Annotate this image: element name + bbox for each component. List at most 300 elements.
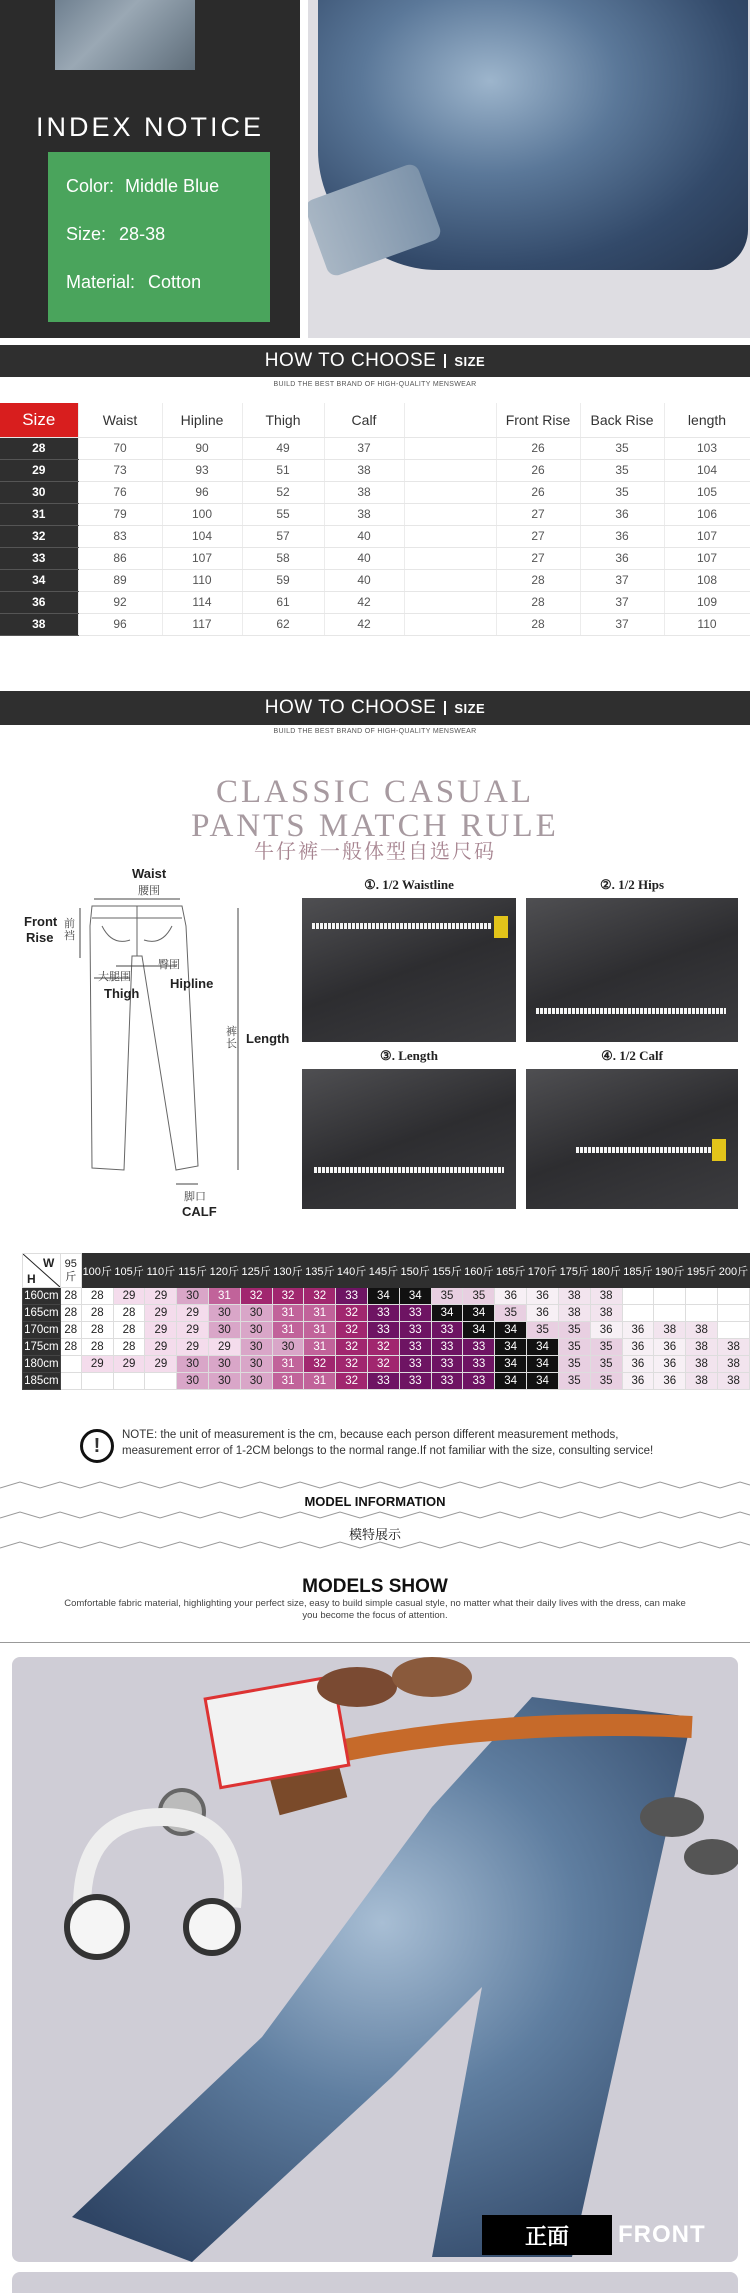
measurement-cell: 38 (324, 459, 404, 481)
hw-size-cell: 33 (431, 1373, 463, 1390)
hw-row (23, 1356, 750, 1373)
measurement-cell: 37 (580, 613, 664, 635)
classic-subtitle-cn: 牛仔裤一般体型自选尺码 (254, 841, 496, 863)
diagram-thigh-label: Thigh (104, 986, 140, 1001)
measurement-cell: 96 (162, 481, 242, 503)
hw-row (23, 1322, 750, 1339)
measurement-cell: 42 (324, 591, 404, 613)
hw-size-cell: 33 (431, 1339, 463, 1356)
hw-size-cell: 38 (590, 1305, 622, 1322)
tape-clip (712, 1139, 726, 1161)
measurement-cell (404, 591, 496, 613)
hw-size-cell: 34 (463, 1305, 495, 1322)
hw-weight-header: 130斤 (272, 1254, 304, 1288)
hw-size-cell: 33 (336, 1288, 368, 1305)
hw-size-cell: 30 (240, 1356, 272, 1373)
measurement-cell: 93 (162, 459, 242, 481)
size-cell: 34 (0, 569, 78, 591)
hw-size-cell: 32 (336, 1305, 368, 1322)
measurement-cell: 92 (78, 591, 162, 613)
measurement-cell: 36 (580, 503, 664, 525)
hw-size-cell: 38 (654, 1322, 686, 1339)
hw-size-cell: 30 (208, 1322, 240, 1339)
hw-size-cell: 35 (558, 1356, 590, 1373)
hw-weight-header: 150斤 (399, 1254, 431, 1288)
hw-size-cell: 31 (272, 1356, 304, 1373)
col-header-length: length (664, 403, 750, 437)
hw-row (23, 1305, 750, 1322)
hw-weight-header: 185斤 (622, 1254, 654, 1288)
measurement-cell: 58 (242, 547, 324, 569)
hw-weight-header: 175斤 (558, 1254, 590, 1288)
hw-weight-header: 180斤 (590, 1254, 622, 1288)
hw-weight-header: 125斤 (240, 1254, 272, 1288)
hw-weight-header: 190斤 (654, 1254, 686, 1288)
how-to-choose-title: HOW TO CHOOSE (264, 350, 437, 371)
hw-weight-95 (60, 1254, 81, 1288)
hw-size-cell: 28 (81, 1288, 113, 1305)
hw-row (23, 1373, 750, 1390)
hw-weight-header: 140斤 (336, 1254, 368, 1288)
hw-size-cell: 29 (177, 1305, 209, 1322)
hw-size-cell: 34 (463, 1322, 495, 1339)
measurement-cell: 40 (324, 525, 404, 547)
size-table-row (0, 481, 750, 503)
hw-size-cell: 31 (208, 1288, 240, 1305)
col-header-blank (404, 403, 496, 437)
size-table-row (0, 437, 750, 459)
measurement-cell: 70 (78, 437, 162, 459)
hw-size-cell: 33 (399, 1356, 431, 1373)
hw-size-cell: 29 (145, 1339, 177, 1356)
how-to-choose-subtitle: BUILD THE BEST BRAND OF HIGH-QUALITY MENSWEAR (273, 381, 477, 388)
measurement-cell: 114 (162, 591, 242, 613)
hw-weight-header: 135斤 (304, 1254, 336, 1288)
hw-size-cell: 38 (558, 1305, 590, 1322)
hw-size-cell: 35 (463, 1288, 495, 1305)
hw-size-cell: 30 (240, 1305, 272, 1322)
measurement-cell: 79 (78, 503, 162, 525)
measurement-cell (404, 437, 496, 459)
hw-size-cell: 34 (495, 1356, 527, 1373)
hw-size-cell: 32 (368, 1339, 400, 1356)
section-divider (0, 1642, 750, 1643)
measurement-cell: 35 (580, 481, 664, 503)
measurement-cell: 42 (324, 613, 404, 635)
diagram-length-label: Length (246, 1031, 290, 1046)
tape-measure (314, 1167, 504, 1173)
hw-height-label: 170cm (23, 1322, 61, 1339)
hw-size-cell: 35 (558, 1339, 590, 1356)
hw-size-cell: 36 (495, 1288, 527, 1305)
hw-size-cell: 32 (336, 1339, 368, 1356)
hw-size-cell: 32 (304, 1356, 336, 1373)
size-value: 28-38 (119, 224, 166, 244)
hw-size-cell: 33 (368, 1305, 400, 1322)
hw-size-cell: 32 (304, 1288, 336, 1305)
hw-size-cell: 31 (272, 1322, 304, 1339)
measurement-cell: 83 (78, 525, 162, 547)
material-value: Cotton (148, 272, 202, 292)
hw-corner (23, 1254, 61, 1288)
hw-size-cell: 34 (368, 1288, 400, 1305)
hw-size-cell: 28 (60, 1322, 81, 1339)
size-cell: 30 (0, 481, 78, 503)
hw-size-cell: 34 (431, 1305, 463, 1322)
measurement-cell (404, 459, 496, 481)
measurement-cell: 104 (664, 459, 750, 481)
hw-size-cell: 31 (272, 1305, 304, 1322)
hw-weight-header: 110斤 (145, 1254, 177, 1288)
hw-size-cell: 28 (60, 1339, 81, 1356)
models-show-description: Comfortable fabric material, highlighting your perfect size, easy to build simple casual style, no matter what their daily lives with the dress, can make you become the focus of attention. (64, 1598, 686, 1621)
hw-header-row (23, 1254, 750, 1288)
size-table-row (0, 547, 750, 569)
hw-size-cell (717, 1305, 749, 1322)
hw-size-cell: 29 (145, 1356, 177, 1373)
hw-size-cell (622, 1288, 654, 1305)
hw-size-cell: 38 (686, 1373, 718, 1390)
hw-size-cell (686, 1305, 718, 1322)
size-cell: 32 (0, 525, 78, 547)
col-header-thigh: Thigh (242, 403, 324, 437)
hw-height-label: 180cm (23, 1356, 61, 1373)
size-cell: 28 (0, 437, 78, 459)
hw-size-cell: 33 (399, 1339, 431, 1356)
measurement-cell: 62 (242, 613, 324, 635)
measurement-cell (404, 569, 496, 591)
hw-size-cell: 29 (177, 1322, 209, 1339)
measurement-cell: 28 (496, 569, 580, 591)
classic-title-line2: PANTS MATCH RULE (191, 808, 559, 844)
hw-size-cell: 36 (527, 1288, 559, 1305)
hw-size-cell: 36 (622, 1339, 654, 1356)
measurement-cell: 35 (580, 437, 664, 459)
hw-row (23, 1339, 750, 1356)
hw-size-cell: 32 (336, 1356, 368, 1373)
measurement-cell: 27 (496, 525, 580, 547)
hw-weight-header: 195斤 (686, 1254, 718, 1288)
how-to-choose-bar-2 (0, 691, 750, 725)
corner-h: H (27, 1272, 36, 1286)
hw-size-cell: 29 (113, 1356, 145, 1373)
hw-weight-header: 145斤 (368, 1254, 400, 1288)
weight-95-unit: 斤 (65, 1270, 77, 1283)
hw-size-cell: 34 (527, 1373, 559, 1390)
color-row (66, 176, 219, 197)
measurement-cell: 40 (324, 547, 404, 569)
hw-size-cell: 35 (558, 1322, 590, 1339)
how-to-choose-subtitle-2: BUILD THE BEST BRAND OF HIGH-QUALITY MENSWEAR (273, 728, 477, 735)
hw-size-cell: 29 (145, 1288, 177, 1305)
fabric-thumbnail (55, 0, 195, 70)
model-information-cn: 模特展示 (348, 1527, 401, 1542)
hw-size-cell (113, 1373, 145, 1390)
hw-size-cell (145, 1373, 177, 1390)
measurement-cell: 27 (496, 503, 580, 525)
hw-size-cell: 30 (272, 1339, 304, 1356)
measurement-cell: 96 (78, 613, 162, 635)
measurement-cell: 106 (664, 503, 750, 525)
measurement-cell: 49 (242, 437, 324, 459)
hw-size-cell: 31 (304, 1373, 336, 1390)
diagram-length-cn: 裤长 (226, 1026, 237, 1050)
measurement-cell (404, 547, 496, 569)
measurement-cell: 73 (78, 459, 162, 481)
hw-size-cell: 30 (240, 1339, 272, 1356)
measurement-note: NOTE: the unit of measurement is the cm, because each person different measurement methods, measurement error of 1-2CM belongs to the normal range.If not familiar with the size, consulting service! (122, 1429, 654, 1457)
pants-diagram (20, 866, 300, 1226)
measurement-cell: 61 (242, 591, 324, 613)
photo-waistline (302, 898, 516, 1042)
measurement-cell: 105 (664, 481, 750, 503)
hw-weight-header: 100斤 (81, 1254, 113, 1288)
hw-size-cell: 31 (304, 1322, 336, 1339)
measurement-cell: 109 (664, 591, 750, 613)
hw-size-cell: 30 (177, 1373, 209, 1390)
classic-casual-title (0, 775, 750, 843)
hw-size-cell: 30 (240, 1322, 272, 1339)
measurement-cell: 26 (496, 459, 580, 481)
hw-size-cell: 30 (177, 1356, 209, 1373)
hw-size-cell: 33 (399, 1322, 431, 1339)
col-header-hipline: Hipline (162, 403, 242, 437)
hw-size-cell: 38 (686, 1339, 718, 1356)
measurement-cell: 38 (324, 503, 404, 525)
model-flatlay-photo (12, 1657, 738, 2262)
measurement-cell: 110 (162, 569, 242, 591)
jeans-top-photo (308, 0, 750, 338)
hw-size-cell: 35 (590, 1356, 622, 1373)
how-to-choose-bar (0, 345, 750, 377)
bar-separator (444, 354, 446, 368)
size-cell: 31 (0, 503, 78, 525)
measurement-cell: 107 (664, 525, 750, 547)
measurement-cell: 26 (496, 437, 580, 459)
hw-size-cell: 33 (368, 1373, 400, 1390)
hw-size-cell: 36 (590, 1322, 622, 1339)
pants-outline-svg (20, 866, 300, 1226)
hw-size-cell: 36 (527, 1305, 559, 1322)
measurement-cell: 89 (78, 569, 162, 591)
hw-size-cell: 38 (717, 1373, 749, 1390)
hw-size-cell (60, 1356, 81, 1373)
hw-weight-header: 200斤 (717, 1254, 749, 1288)
weight-95: 95 (64, 1257, 77, 1270)
diagram-thigh-cn: 大腿围 (98, 971, 131, 983)
hw-height-label: 160cm (23, 1288, 61, 1305)
tape-measure (576, 1147, 716, 1153)
hw-size-cell (81, 1373, 113, 1390)
measurement-cell: 38 (324, 481, 404, 503)
front-tag-en: FRONT (618, 2221, 706, 2248)
size-table-row (0, 525, 750, 547)
hw-size-cell: 28 (60, 1288, 81, 1305)
diagram-hipline-label: Hipline (170, 976, 214, 991)
hw-size-cell: 34 (527, 1339, 559, 1356)
size-cell: 33 (0, 547, 78, 569)
measurement-cell: 28 (496, 591, 580, 613)
hw-weight-header: 105斤 (113, 1254, 145, 1288)
measurement-cell: 104 (162, 525, 242, 547)
hw-weight-header: 115斤 (177, 1254, 209, 1288)
hw-size-cell: 34 (399, 1288, 431, 1305)
hw-size-cell: 33 (431, 1356, 463, 1373)
hw-size-cell: 31 (304, 1305, 336, 1322)
hw-size-cell (654, 1305, 686, 1322)
size-table-row (0, 569, 750, 591)
hw-size-cell: 33 (431, 1322, 463, 1339)
model-information-title: MODEL INFORMATION (304, 1494, 446, 1509)
measurement-cell: 36 (580, 547, 664, 569)
hw-size-cell: 38 (686, 1356, 718, 1373)
measurement-cell: 59 (242, 569, 324, 591)
how-to-choose-title-2: HOW TO CHOOSE (264, 697, 437, 718)
wave-divider-bottom (0, 1538, 750, 1558)
diagram-calf-label: CALF (182, 1204, 217, 1219)
hw-weight-header: 155斤 (431, 1254, 463, 1288)
measurement-cell: 108 (664, 569, 750, 591)
hw-size-cell: 33 (463, 1373, 495, 1390)
tape-measure (312, 923, 492, 929)
hw-size-cell (654, 1288, 686, 1305)
hw-size-cell: 36 (654, 1373, 686, 1390)
diagram-waist-cn: 腰围 (138, 885, 160, 897)
hw-size-cell: 35 (558, 1373, 590, 1390)
hw-weight-header: 165斤 (495, 1254, 527, 1288)
tape-clip (494, 916, 508, 938)
color-value: Middle Blue (125, 176, 220, 196)
diagram-calf-cn: 脚口 (184, 1191, 206, 1203)
hw-height-label: 175cm (23, 1339, 61, 1356)
material-label: Material: (66, 272, 136, 292)
size-tag: SIZE (454, 354, 486, 369)
hw-size-cell: 32 (240, 1288, 272, 1305)
hw-row (23, 1288, 750, 1305)
size-table (0, 403, 750, 636)
size-row (66, 224, 165, 245)
hw-size-cell: 31 (304, 1339, 336, 1356)
hw-size-cell: 34 (495, 1373, 527, 1390)
hw-height-label: 165cm (23, 1305, 61, 1322)
measurement-cell (404, 481, 496, 503)
tape-measure (536, 1008, 726, 1014)
bar-separator-2 (444, 701, 446, 715)
hw-size-cell: 38 (717, 1339, 749, 1356)
hw-size-cell: 34 (495, 1322, 527, 1339)
hw-size-cell: 28 (113, 1322, 145, 1339)
measurement-cell: 52 (242, 481, 324, 503)
hw-size-cell: 34 (495, 1339, 527, 1356)
measurement-cell: 37 (580, 569, 664, 591)
photo-hips (526, 898, 738, 1042)
col-header-calf: Calf (324, 403, 404, 437)
hw-size-cell: 28 (81, 1322, 113, 1339)
hw-size-cell: 38 (686, 1322, 718, 1339)
size-table-row (0, 503, 750, 525)
hw-size-cell: 30 (177, 1288, 209, 1305)
measurement-cell: 36 (580, 525, 664, 547)
flatlay-illustration (12, 1657, 738, 2262)
hw-size-cell: 35 (590, 1339, 622, 1356)
measurement-cell: 107 (664, 547, 750, 569)
hw-size-cell: 34 (527, 1356, 559, 1373)
hw-size-cell: 33 (399, 1373, 431, 1390)
index-notice-title: INDEX NOTICE (35, 112, 265, 142)
models-show-title: MODELS SHOW (302, 1576, 448, 1597)
measurement-cell: 28 (496, 613, 580, 635)
size-table-row (0, 459, 750, 481)
size-table-row (0, 613, 750, 635)
measurement-cell: 37 (580, 591, 664, 613)
col-header-waist: Waist (78, 403, 162, 437)
measurement-cell: 40 (324, 569, 404, 591)
measurement-cell: 51 (242, 459, 324, 481)
warning-icon: ! (80, 1429, 114, 1463)
measurement-cell: 110 (664, 613, 750, 635)
hw-size-cell: 33 (368, 1322, 400, 1339)
classic-title-line1: CLASSIC CASUAL (216, 774, 534, 810)
hw-size-cell: 32 (336, 1322, 368, 1339)
hw-size-cell: 35 (527, 1322, 559, 1339)
size-table-row (0, 591, 750, 613)
hw-size-cell: 29 (113, 1288, 145, 1305)
measurement-cell: 76 (78, 481, 162, 503)
hw-size-cell (60, 1373, 81, 1390)
corner-w: W (43, 1256, 55, 1270)
diagram-rise-label: Rise (26, 930, 54, 945)
hw-size-cell (717, 1322, 749, 1339)
measurement-cell: 27 (496, 547, 580, 569)
hw-size-cell: 38 (558, 1288, 590, 1305)
color-label: Color: (66, 176, 115, 196)
hw-size-cell: 28 (113, 1339, 145, 1356)
measurement-cell: 90 (162, 437, 242, 459)
hw-size-cell: 32 (336, 1373, 368, 1390)
hw-size-cell: 30 (240, 1373, 272, 1390)
size-cell: 29 (0, 459, 78, 481)
measurement-cell (404, 525, 496, 547)
photo-caption-length: ③. Length (380, 1048, 438, 1063)
size-tag-2: SIZE (454, 701, 486, 716)
diagram-front-rise-cn: 前裆 (64, 918, 75, 942)
measurement-cell: 35 (580, 459, 664, 481)
hw-size-cell: 33 (399, 1305, 431, 1322)
hw-weight-header: 120斤 (208, 1254, 240, 1288)
hw-size-cell: 38 (590, 1288, 622, 1305)
col-header-front-rise: Front Rise (496, 403, 580, 437)
hw-size-cell: 30 (208, 1305, 240, 1322)
hw-size-cell: 29 (145, 1305, 177, 1322)
hw-height-label: 185cm (23, 1373, 61, 1390)
hw-size-cell: 36 (622, 1356, 654, 1373)
measurement-cell: 57 (242, 525, 324, 547)
col-header-back-rise: Back Rise (580, 403, 664, 437)
photo-caption-hips: ②. 1/2 Hips (599, 877, 665, 892)
photo-length (302, 1069, 516, 1209)
hw-size-cell: 35 (431, 1288, 463, 1305)
front-tag-cn: 正面 (482, 2215, 612, 2255)
photo-caption-waistline: ①. 1/2 Waistline (364, 877, 454, 892)
hw-size-cell (622, 1305, 654, 1322)
hw-size-cell: 28 (60, 1305, 81, 1322)
measurement-cell: 103 (664, 437, 750, 459)
hw-size-cell: 29 (177, 1339, 209, 1356)
hw-size-cell: 28 (81, 1339, 113, 1356)
next-photo-strip (12, 2272, 738, 2293)
col-header-size: Size (0, 403, 78, 437)
diagram-waist-label: Waist (132, 866, 167, 881)
